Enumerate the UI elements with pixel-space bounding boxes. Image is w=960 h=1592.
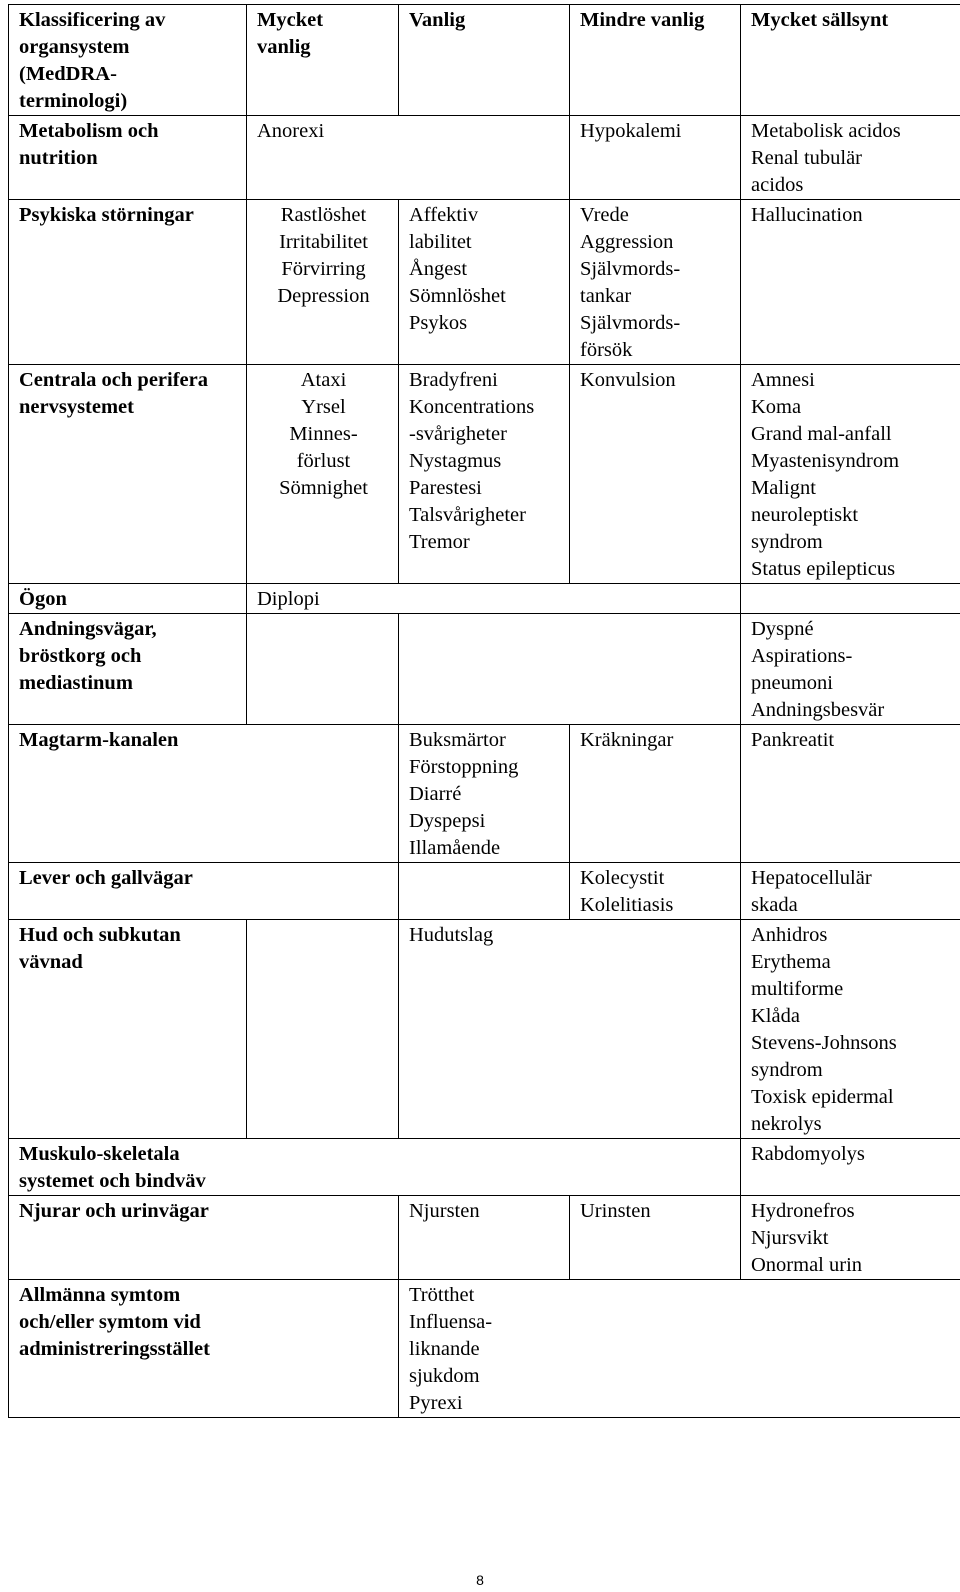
cell-line: Kolecystit xyxy=(580,867,665,889)
cell-line: Hallucination xyxy=(751,204,863,226)
cell-line: Lever och gallvägar xyxy=(19,867,193,889)
cell-line: Tremor xyxy=(409,531,470,553)
cell-line: Metabolisk acidos xyxy=(751,120,901,142)
cell-line: Klåda xyxy=(751,1005,800,1027)
cell-line: neuroleptiskt xyxy=(751,504,859,526)
cell-line: Grand mal-anfall xyxy=(751,423,892,445)
header-uncommon: Mindre vanlig xyxy=(570,5,741,116)
cell-line: Anhidros xyxy=(751,924,828,946)
cell-line: Hydronefros xyxy=(751,1200,855,1222)
cell-line: Diarré xyxy=(409,783,462,805)
cell-line: Urinsten xyxy=(580,1200,651,1222)
header-row xyxy=(9,5,960,116)
cell-line: Pyrexi xyxy=(409,1392,463,1414)
row-psychiatric xyxy=(9,200,960,365)
adverse-reactions-page xyxy=(8,4,960,1418)
cell-line: Influensa- xyxy=(409,1311,493,1333)
cell-line: Myastenisyndrom xyxy=(751,450,900,472)
cell-line: Hud och subkutan xyxy=(19,924,181,946)
cell-line: nervsystemet xyxy=(19,396,134,418)
row-nervous xyxy=(9,365,960,584)
soc-general xyxy=(9,1280,399,1418)
soc-renal xyxy=(9,1196,399,1280)
row-hepatobiliary xyxy=(9,863,960,920)
cell-line: Kräkningar xyxy=(580,729,674,751)
adverse-reactions-table xyxy=(8,4,960,1418)
cell-line: Talsvårigheter xyxy=(409,504,526,526)
cell-line: Erythema xyxy=(751,951,831,973)
cell-line: Pankreatit xyxy=(751,729,835,751)
eye-very-rare xyxy=(741,584,960,614)
header-very-common xyxy=(247,5,399,116)
cell-line: Centrala och perifera xyxy=(19,369,208,391)
row-skin xyxy=(9,920,960,1139)
row-renal xyxy=(9,1196,960,1280)
metabolism-very-common xyxy=(247,116,570,200)
cell-line: Förvirring xyxy=(281,258,366,280)
cell-line: Vrede xyxy=(580,204,629,226)
soc-gi xyxy=(9,725,399,863)
cell-line: bröstkorg och xyxy=(19,645,142,667)
cell-line: Muskulo-skeletala xyxy=(19,1143,180,1165)
cell-line: Njurar och urinvägar xyxy=(19,1200,209,1222)
cell-line: Allmänna symtom xyxy=(19,1284,181,1306)
renal-common xyxy=(399,1196,570,1280)
cell-line: Onormal urin xyxy=(751,1254,863,1276)
cell-line: Rastlöshet xyxy=(280,204,367,226)
cell-line: Klassificering av xyxy=(19,9,166,31)
psychiatric-uncommon xyxy=(570,200,741,365)
general-common xyxy=(399,1280,960,1418)
cell-line: organsystem xyxy=(19,36,130,58)
soc-respiratory xyxy=(9,614,247,725)
cell-line: Bradyfreni xyxy=(409,369,498,391)
cell-line: multiforme xyxy=(751,978,844,1000)
cell-line: Minnes- xyxy=(289,423,358,445)
soc-nervous xyxy=(9,365,247,584)
psychiatric-very-common xyxy=(247,200,399,365)
cell-line: Yrsel xyxy=(301,396,346,418)
skin-common xyxy=(399,920,741,1139)
cell-line: Hepatocellulär xyxy=(751,867,872,889)
renal-very-rare xyxy=(741,1196,960,1280)
cell-line: Metabolism och xyxy=(19,120,159,142)
cell-line: Självmords- xyxy=(580,258,681,280)
cell-line: Ångest xyxy=(409,258,468,280)
cell-line: försök xyxy=(580,339,633,361)
row-musculoskeletal xyxy=(9,1139,960,1196)
row-eye xyxy=(9,584,960,614)
skin-very-rare xyxy=(741,920,960,1139)
cell-line: Anorexi xyxy=(257,120,325,142)
hepatobiliary-common xyxy=(399,863,570,920)
cell-line: sjukdom xyxy=(409,1365,480,1387)
cell-line: administreringsstället xyxy=(19,1338,210,1360)
cell-line: syndrom xyxy=(751,1059,823,1081)
nervous-uncommon xyxy=(570,365,741,584)
respiratory-very-rare xyxy=(741,614,960,725)
cell-line: Irritabilitet xyxy=(279,231,368,253)
gi-uncommon xyxy=(570,725,741,863)
renal-uncommon xyxy=(570,1196,741,1280)
cell-line: Parestesi xyxy=(409,477,482,499)
cell-line: Ögon xyxy=(19,588,67,610)
cell-line: Dyspné xyxy=(751,618,814,640)
cell-line: Stevens-Johnsons xyxy=(751,1032,897,1054)
cell-line: mediastinum xyxy=(19,672,133,694)
cell-line: tankar xyxy=(580,285,632,307)
soc-musculoskeletal xyxy=(9,1139,741,1196)
cell-line: Njursvikt xyxy=(751,1227,829,1249)
cell-line: Amnesi xyxy=(751,369,815,391)
gi-very-rare xyxy=(741,725,960,863)
header-soc xyxy=(9,5,247,116)
cell-line: Mycket xyxy=(257,9,324,31)
header-very-rare: Mycket sällsynt xyxy=(741,5,960,116)
cell-line: Hypokalemi xyxy=(580,120,682,142)
nervous-very-common xyxy=(247,365,399,584)
cell-line: Rabdomyolys xyxy=(751,1143,865,1165)
eye-very-common xyxy=(247,584,741,614)
cell-line: Ataxi xyxy=(300,369,347,391)
cell-line: Psykiska störningar xyxy=(19,204,194,226)
cell-line: Sömnlöshet xyxy=(409,285,506,307)
skin-very-common xyxy=(247,920,399,1139)
cell-line: och/eller symtom vid xyxy=(19,1311,201,1333)
cell-line: Renal tubulär xyxy=(751,147,863,169)
metabolism-uncommon xyxy=(570,116,741,200)
cell-line: Aspirations- xyxy=(751,645,853,667)
cell-line: Kolelitiasis xyxy=(580,894,674,916)
cell-line: -svårigheter xyxy=(409,423,507,445)
cell-line: Dyspepsi xyxy=(409,810,486,832)
gi-common xyxy=(399,725,570,863)
cell-line: Buksmärtor xyxy=(409,729,506,751)
cell-line: labilitet xyxy=(409,231,472,253)
cell-line: Andningsbesvär xyxy=(751,699,885,721)
cell-line: Andningsvägar, xyxy=(19,618,157,640)
soc-hepatobiliary xyxy=(9,863,399,920)
cell-line: nutrition xyxy=(19,147,98,169)
psychiatric-very-rare xyxy=(741,200,960,365)
cell-line: Förstoppning xyxy=(409,756,519,778)
cell-line: Hudutslag xyxy=(409,924,494,946)
cell-line: Illamående xyxy=(409,837,501,859)
cell-line: skada xyxy=(751,894,798,916)
cell-line: Diplopi xyxy=(257,588,320,610)
soc-eye xyxy=(9,584,247,614)
cell-line: nekrolys xyxy=(751,1113,822,1135)
cell-line: systemet och bindväv xyxy=(19,1170,206,1192)
respiratory-very-common xyxy=(247,614,399,725)
musculoskeletal-very-rare xyxy=(741,1139,960,1196)
cell-line: Koncentrations xyxy=(409,396,535,418)
psychiatric-common xyxy=(399,200,570,365)
cell-line: Självmords- xyxy=(580,312,681,334)
cell-line: pneumoni xyxy=(751,672,833,694)
row-respiratory xyxy=(9,614,960,725)
soc-metabolism xyxy=(9,116,247,200)
cell-line: Konvulsion xyxy=(580,369,676,391)
metabolism-very-rare xyxy=(741,116,960,200)
cell-line: förlust xyxy=(296,450,351,472)
nervous-very-rare xyxy=(741,365,960,584)
cell-line: Trötthet xyxy=(409,1284,475,1306)
header-common: Vanlig xyxy=(399,5,570,116)
soc-skin xyxy=(9,920,247,1139)
cell-line: Toxisk epidermal xyxy=(751,1086,894,1108)
cell-line: terminologi) xyxy=(19,90,128,112)
soc-psychiatric xyxy=(9,200,247,365)
cell-line: Status epilepticus xyxy=(751,558,896,580)
cell-line: Malignt xyxy=(751,477,816,499)
cell-line: Koma xyxy=(751,396,802,418)
respiratory-common xyxy=(399,614,741,725)
cell-line: liknande xyxy=(409,1338,480,1360)
row-general xyxy=(9,1280,960,1418)
cell-line: Nystagmus xyxy=(409,450,502,472)
cell-line: Aggression xyxy=(580,231,674,253)
cell-line: syndrom xyxy=(751,531,823,553)
cell-line: Affektiv xyxy=(409,204,479,226)
cell-line: vanlig xyxy=(257,36,311,58)
cell-line: acidos xyxy=(751,174,804,196)
row-metabolism xyxy=(9,116,960,200)
page-number: 8 xyxy=(476,1572,484,1588)
cell-line: Sömnighet xyxy=(279,477,368,499)
cell-line: Depression xyxy=(277,285,370,307)
cell-line: vävnad xyxy=(19,951,83,973)
cell-line: Njursten xyxy=(409,1200,480,1222)
row-gi xyxy=(9,725,960,863)
cell-line: (MedDRA- xyxy=(19,63,117,85)
hepatobiliary-very-rare xyxy=(741,863,960,920)
nervous-common xyxy=(399,365,570,584)
cell-line: Magtarm-kanalen xyxy=(19,729,179,751)
cell-line: Psykos xyxy=(409,312,468,334)
hepatobiliary-uncommon xyxy=(570,863,741,920)
